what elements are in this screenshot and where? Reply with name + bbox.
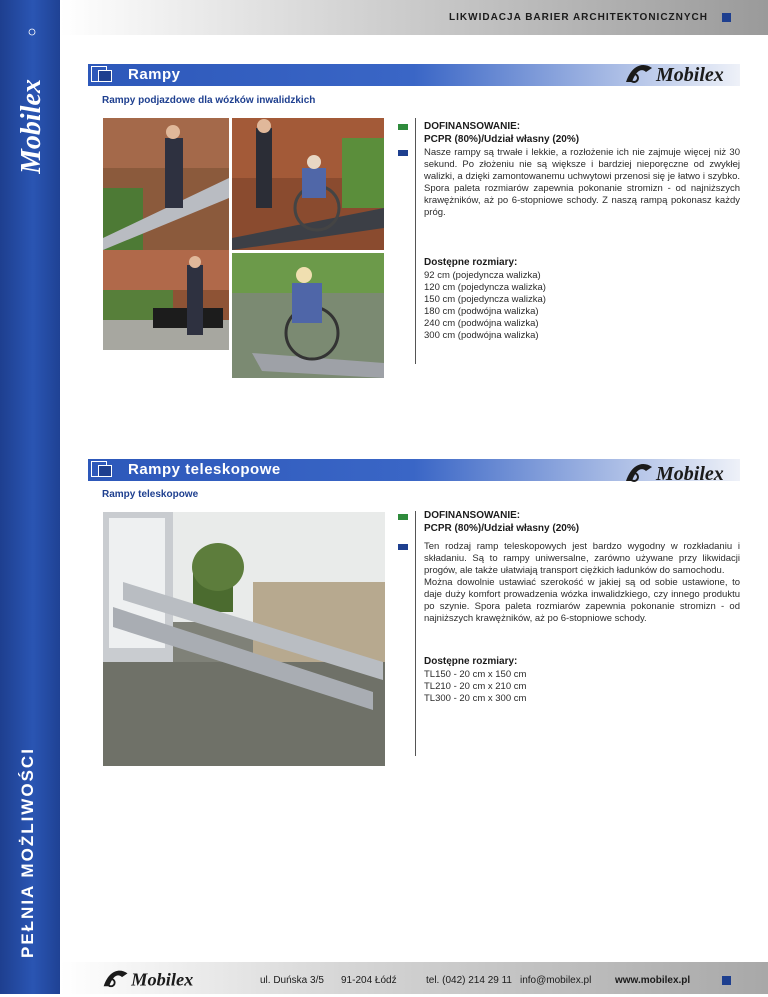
mobilex-logo-icon: [622, 58, 742, 88]
list-item: 240 cm (podwójna walizka): [424, 318, 539, 329]
footer-city: 91-204 Łódź: [341, 975, 397, 986]
top-header: [60, 0, 768, 35]
section-subtitle: Rampy teleskopowe: [102, 489, 199, 500]
list-item: 92 cm (pojedyncza walizka): [424, 270, 541, 281]
svg-text:Mobilex: Mobilex: [656, 463, 724, 485]
description: Nasze rampy są trwałe i lekkie, a rozłożenie ich nie zajmuje więcej niż 30 sekund. Po złożeniu nie są większe i bardziej nieporęczne od zwykłej walizki, a dzięki zamontowanemu uchwytowi przenosi się je łatwo i szybko. Spora paleta rozmiarów zapewnia pokonanie stromizn - od najniższych krawężników, aż po 6-stopniowe schody. Z naszą rampą pokonasz każdy próg.: [424, 147, 740, 218]
list-item: TL300 - 20 cm x 300 cm: [424, 693, 527, 704]
section-title: Rampy: [128, 66, 181, 83]
green-bullet-icon: [398, 124, 408, 130]
blue-bullet-icon: [398, 150, 408, 156]
svg-text:Mobilex: Mobilex: [16, 79, 47, 174]
mobilex-logo-icon: [622, 457, 742, 487]
list-item: TL150 - 20 cm x 150 cm: [424, 669, 527, 680]
list-item: 300 cm (podwójna walizka): [424, 330, 539, 341]
description: Ten rodzaj ramp teleskopowych jest bardzo wygodny w rozkładaniu i składaniu. Są to rampy uniwersalne, zarówno używane przy likwidacji progów, ale także ułatwiają transport ciężkich ładunków do samochodu. Można dowolnie ustawiać szerokość w jakiej są od sobie ustawione, to daje duży komfort prowadzenia wózka inwalidzkiego, czy innego produktu po szynie. Spora paleta rozmiarów zapewnia pokonanie stromizn - od najniższych krawężników, aż po 6-stopniowe schody.: [424, 541, 740, 624]
section-square-icon: [91, 461, 113, 478]
section-square-icon: [91, 66, 113, 83]
blue-bullet-icon: [398, 544, 408, 550]
list-item: 180 cm (podwójna walizka): [424, 306, 539, 317]
sizes-list: [424, 270, 546, 342]
sidebar-slogan: PEŁNIA MOŻLIWOŚCI: [18, 747, 37, 958]
photo-ramp-carry: [103, 118, 229, 250]
sizes-list: [424, 669, 526, 705]
sizes-title: Dostępne rozmiary:: [424, 257, 518, 268]
sizes-title: Dostępne rozmiary:: [424, 656, 518, 667]
list-item: 120 cm (pojedyncza walizka): [424, 282, 546, 293]
sidebar: [0, 0, 60, 994]
section-title: Rampy teleskopowe: [128, 461, 281, 478]
photo-telescopic-ramps: [103, 512, 385, 766]
funding-label: DOFINANSOWANIE: PCPR (80%)/Udział własny (20%): [424, 510, 580, 534]
sidebar-mobilex-logo: [6, 24, 54, 174]
footer-square-icon: [722, 976, 731, 985]
list-item: 150 cm (pojedyncza walizka): [424, 294, 546, 305]
column-divider: [415, 118, 416, 364]
header-square-icon: [722, 13, 731, 22]
green-bullet-icon: [398, 514, 408, 520]
funding-label: DOFINANSOWANIE: PCPR (80%)/Udział własny (20%): [424, 121, 580, 145]
footer: [60, 962, 768, 994]
list-item: TL210 - 20 cm x 210 cm: [424, 681, 527, 692]
svg-text:Mobilex: Mobilex: [656, 64, 724, 86]
footer-phone: tel. (042) 214 29 11: [426, 975, 512, 986]
footer-website-link[interactable]: www.mobilex.pl: [615, 975, 691, 986]
photo-ramp-case: [103, 250, 229, 350]
header-title: LIKWIDACJA BARIER ARCHITEKTONICZNYCH: [449, 12, 708, 23]
mobilex-logo-icon: [100, 964, 210, 992]
footer-email-link[interactable]: info@mobilex.pl: [520, 975, 592, 986]
svg-text:Mobilex: Mobilex: [131, 969, 194, 990]
photo-wheelchair-ramp: [232, 118, 384, 250]
section-subtitle: Rampy podjazdowe dla wózków inwalidzkich: [102, 95, 316, 106]
photo-wheelchair-ramp-2: [232, 253, 384, 378]
footer-address: ul. Duńska 3/5: [260, 975, 324, 986]
column-divider: [415, 511, 416, 756]
